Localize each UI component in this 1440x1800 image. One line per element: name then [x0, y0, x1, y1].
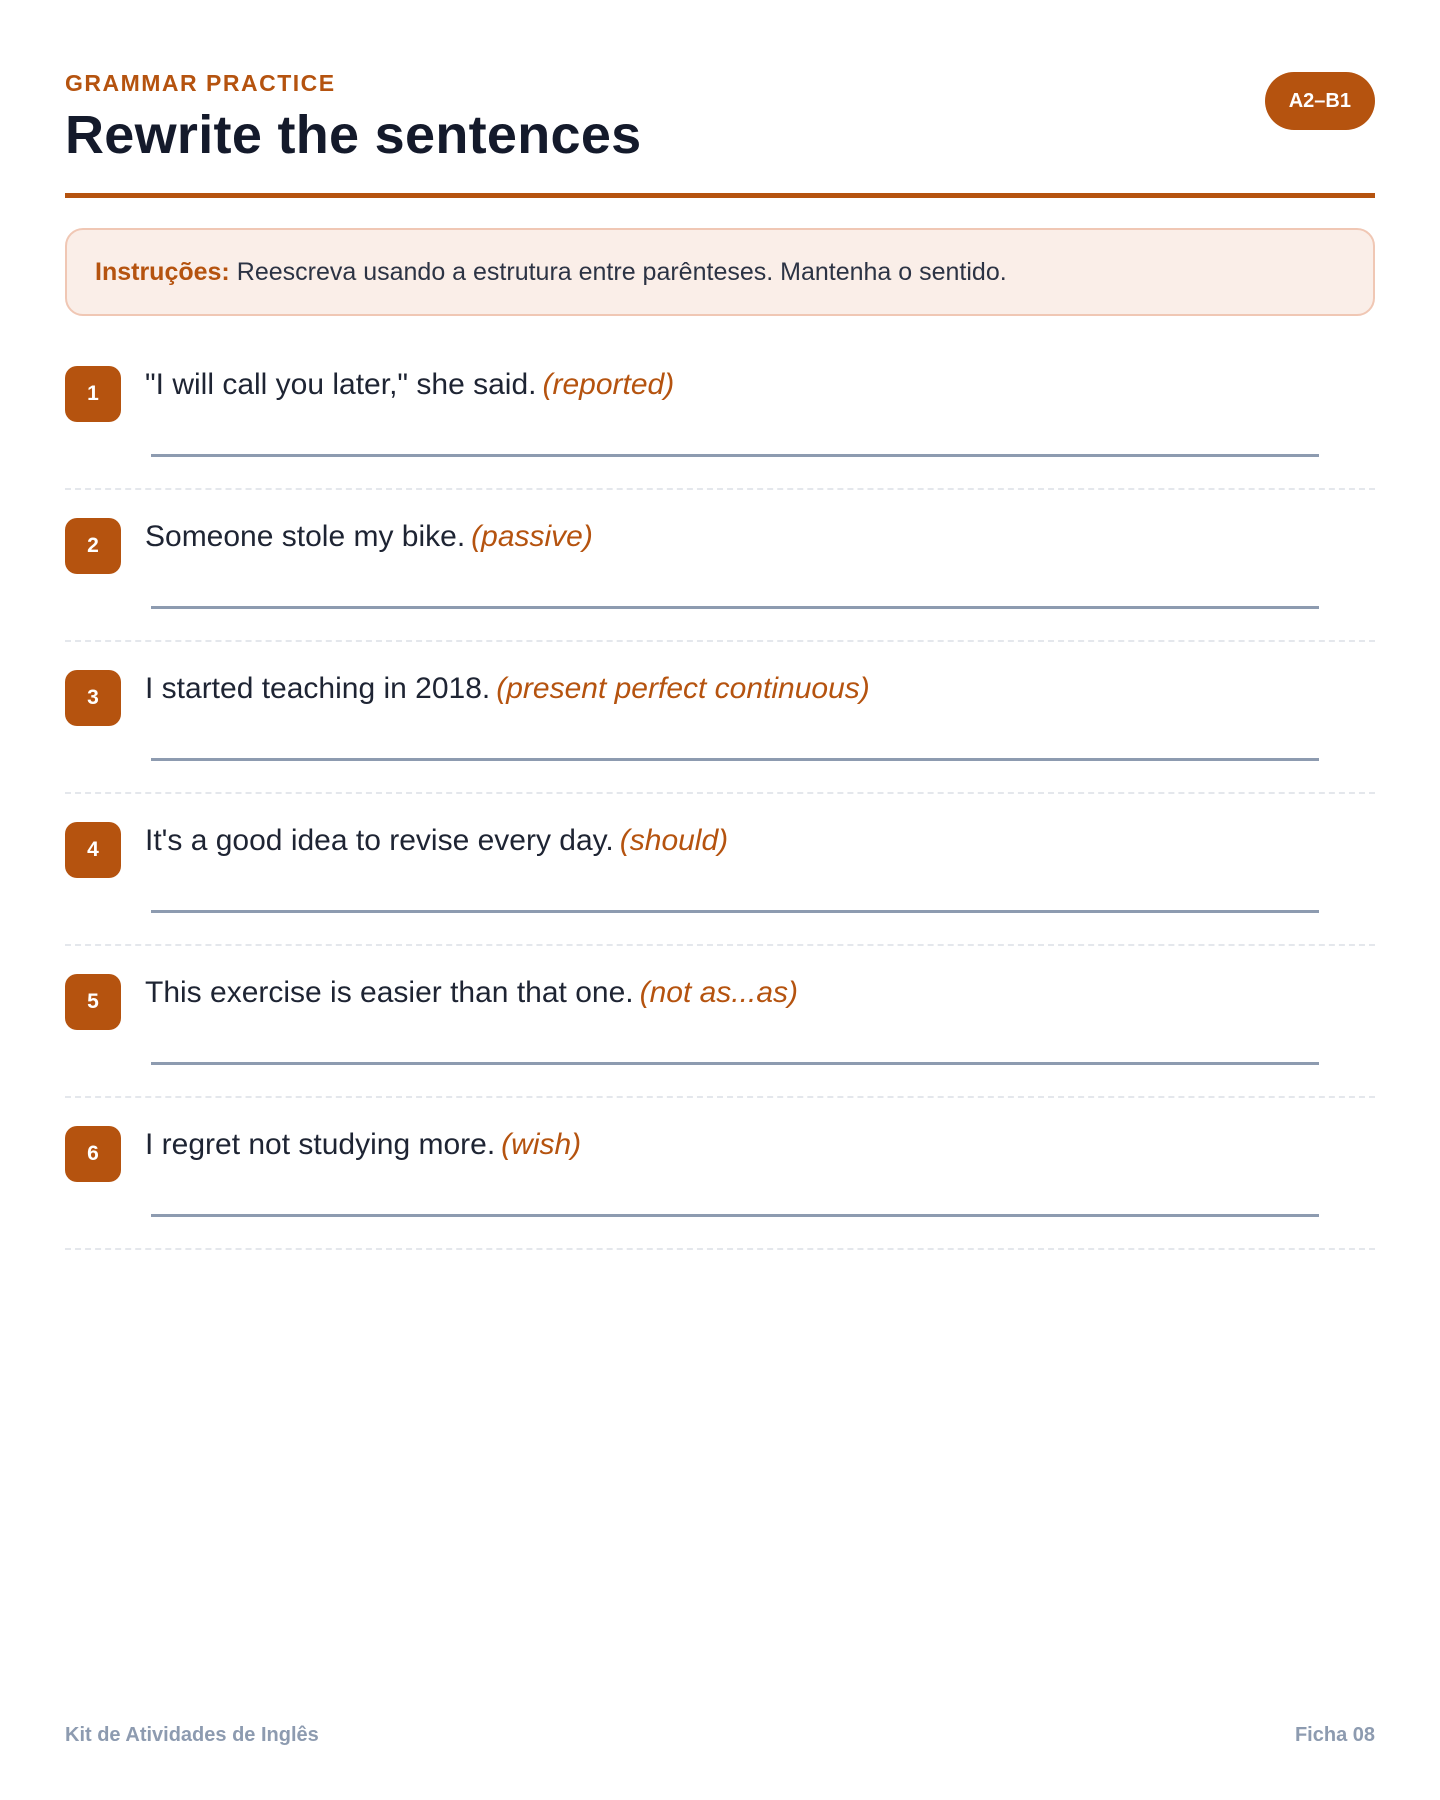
item-number-badge: 2 [65, 518, 121, 574]
worksheet-page [65, 0, 1375, 1800]
footer-kit-name: Kit de Atividades de Inglês [65, 1724, 319, 1746]
sentence-text: This exercise is easier than that one. [145, 976, 634, 1009]
item-number-badge: 6 [65, 1126, 121, 1182]
structure-hint: (wish) [501, 1128, 582, 1161]
instructions-text: Reescreva usando a estrutura entre parênteses. Mantenha o sentido. [236, 257, 1007, 286]
sentence-text: "I will call you later," she said. [145, 368, 537, 401]
exercise-item-5 [65, 946, 1375, 1098]
structure-hint: (present perfect continuous) [496, 672, 870, 705]
exercise-item-3 [65, 642, 1375, 794]
exercise-list [65, 338, 1375, 1250]
answer-line[interactable] [151, 758, 1319, 761]
item-number-badge: 3 [65, 670, 121, 726]
level-badge: A2–B1 [1265, 72, 1375, 130]
worksheet-eyebrow: GRAMMAR PRACTICE [65, 70, 336, 96]
exercise-item-6 [65, 1098, 1375, 1250]
answer-line[interactable] [151, 910, 1319, 913]
structure-hint: (reported) [542, 368, 675, 401]
item-sentence [145, 520, 593, 554]
footer-sheet-number: Ficha 08 [1294, 1724, 1375, 1746]
sentence-text: Someone stole my bike. [145, 520, 466, 553]
sentence-text: I started teaching in 2018. [145, 672, 491, 705]
structure-hint: (should) [619, 824, 729, 857]
structure-hint: (not as...as) [639, 976, 798, 1009]
answer-line[interactable] [151, 606, 1319, 609]
item-sentence [145, 1128, 581, 1162]
answer-line[interactable] [151, 1214, 1319, 1217]
structure-hint: (passive) [471, 520, 593, 553]
answer-line[interactable] [151, 454, 1319, 457]
item-number-badge: 5 [65, 974, 121, 1030]
instructions-box [65, 228, 1375, 316]
sentence-text: It's a good idea to revise every day. [145, 824, 614, 857]
item-sentence [145, 976, 798, 1010]
instructions-label: Instruções: [95, 257, 230, 286]
header-divider [65, 193, 1375, 198]
exercise-item-2 [65, 490, 1375, 642]
item-sentence [145, 672, 870, 706]
sentence-text: I regret not studying more. [145, 1128, 496, 1161]
page-title: Rewrite the sentences [65, 105, 642, 165]
item-sentence [145, 824, 728, 858]
exercise-item-4 [65, 794, 1375, 946]
item-sentence [145, 368, 674, 402]
exercise-item-1 [65, 338, 1375, 490]
item-number-badge: 4 [65, 822, 121, 878]
answer-line[interactable] [151, 1062, 1319, 1065]
item-number-badge: 1 [65, 366, 121, 422]
